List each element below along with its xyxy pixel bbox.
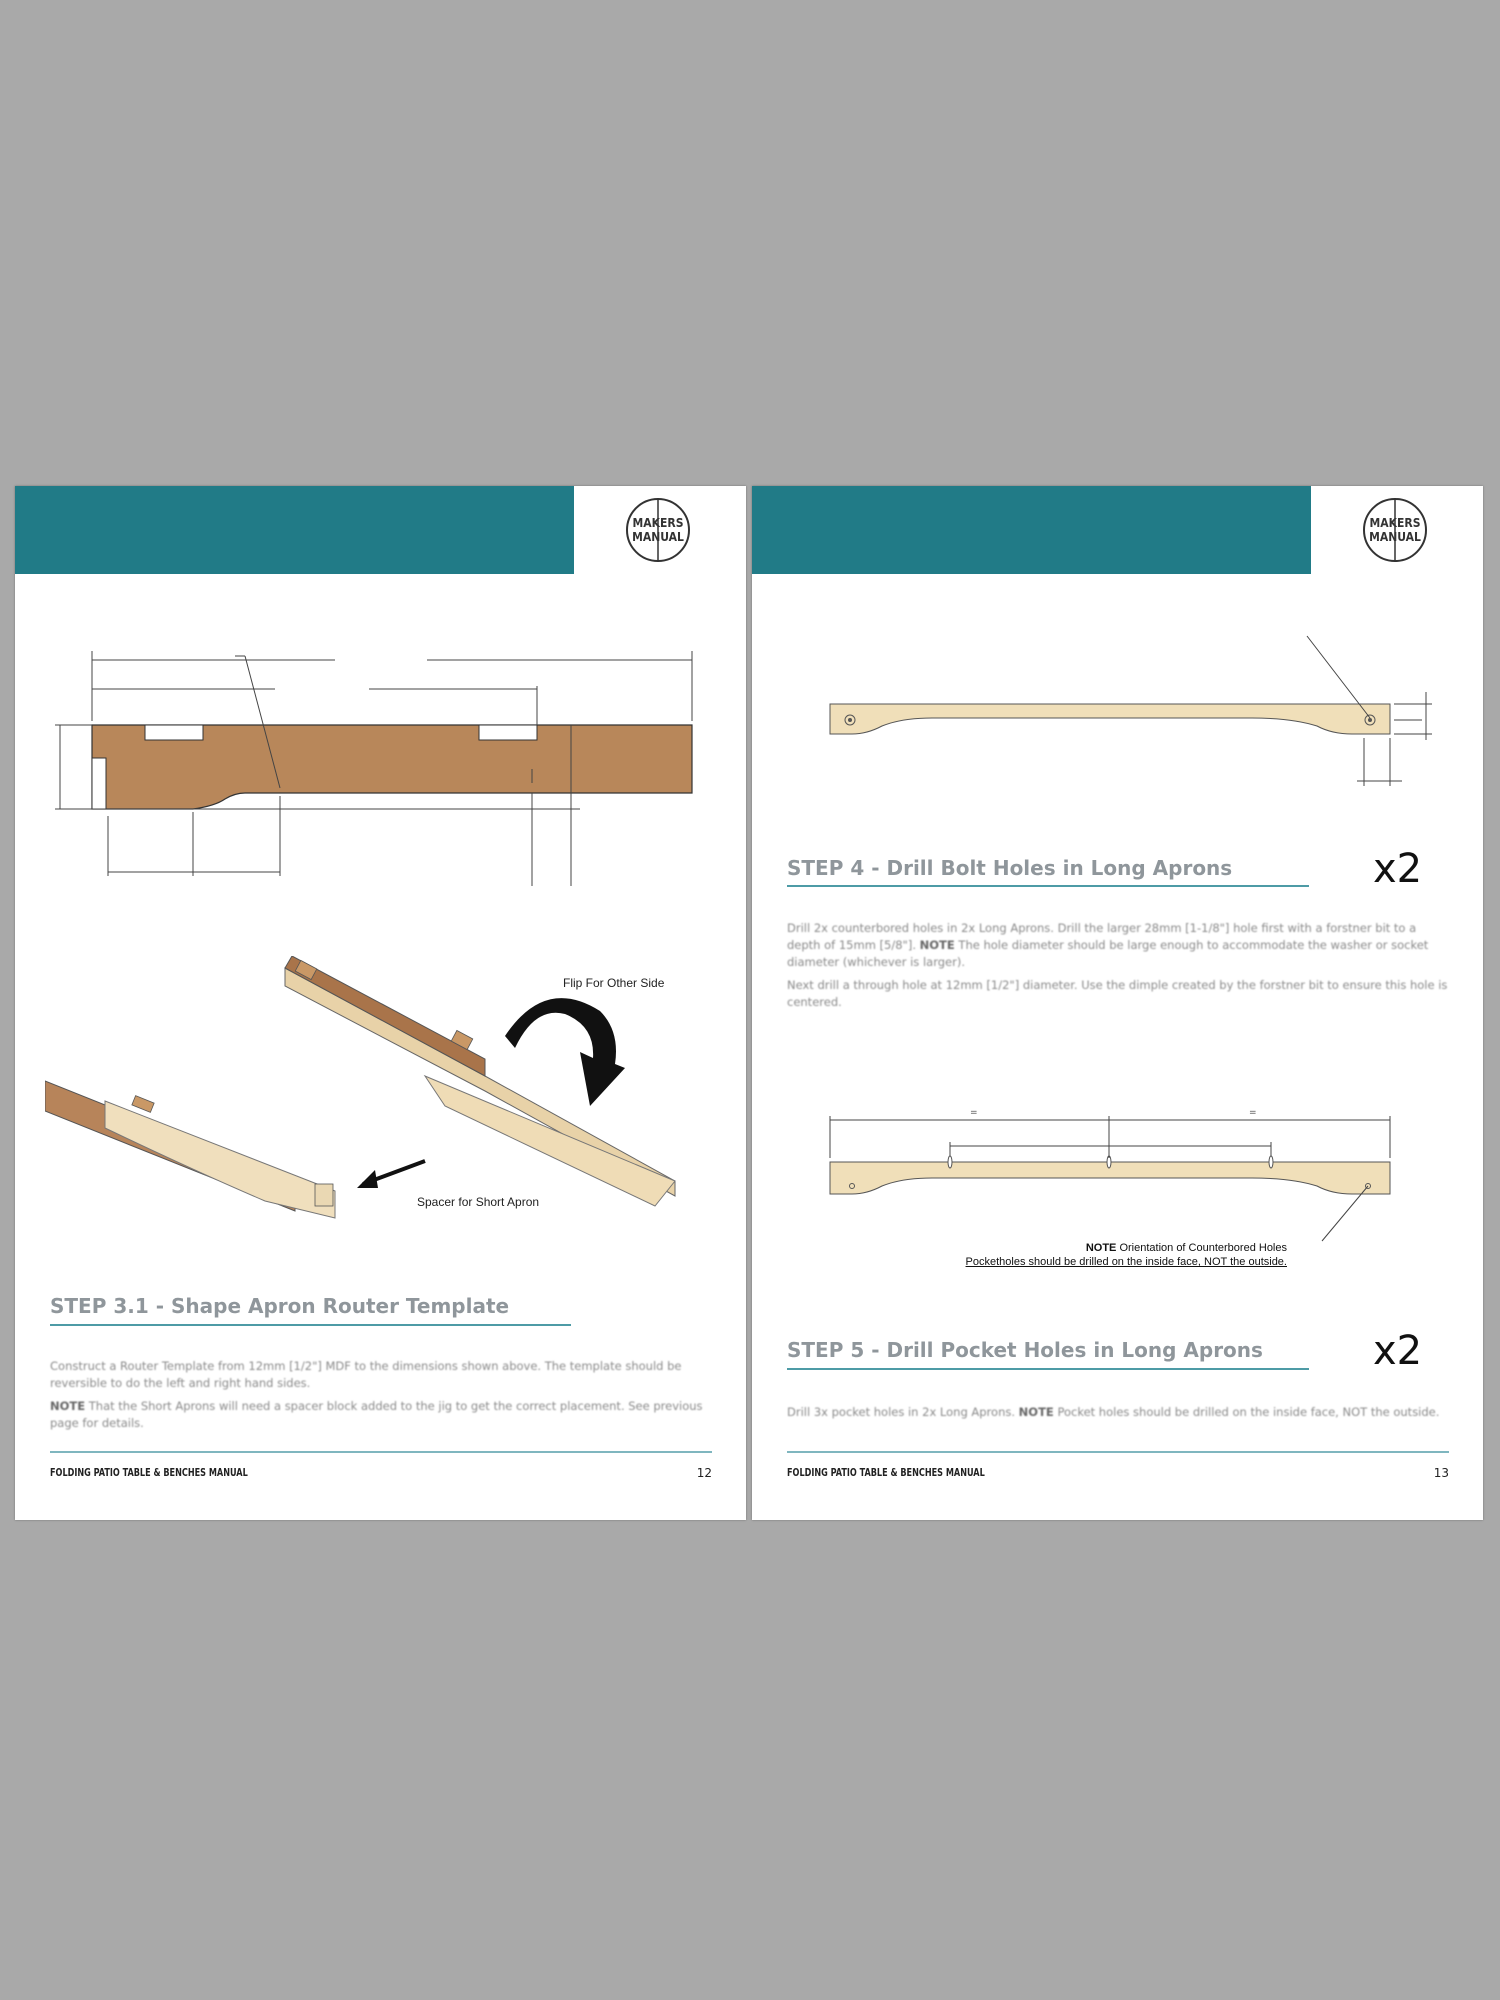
- step-4-paragraph-2: Next drill a through hole at 12mm [1/2"] diameter. Use the dimple created by the forstner bit to ensure this hole is centered.: [787, 978, 1448, 1009]
- pocket-hole-apron-drawing: [812, 1096, 1452, 1246]
- step-3-1-paragraph-1: Construct a Router Template from 12mm [1/2"] MDF to the dimensions shown above. The template should be reversible to do the left and right hand sides.: [50, 1359, 682, 1390]
- flip-callout: Flip For Other Side: [563, 976, 665, 990]
- footer-title: FOLDING PATIO TABLE & BENCHES MANUAL: [50, 1466, 248, 1479]
- note-label: NOTE: [919, 938, 955, 952]
- counterbore-orientation-note: [966, 1241, 1287, 1269]
- page-number: 12: [696, 1466, 712, 1480]
- footer-rule: [50, 1451, 712, 1453]
- manual-page-13: [752, 486, 1483, 1520]
- step-5-paragraph-1: [787, 1404, 1449, 1421]
- step-5-multiplier: x2: [1373, 1328, 1423, 1374]
- svg-text:=: =: [970, 1108, 978, 1118]
- header-band: [15, 486, 574, 574]
- router-template-drawing: [35, 636, 705, 896]
- step-3-1-body: [50, 1358, 712, 1438]
- spacer-callout: Spacer for Short Apron: [417, 1195, 540, 1209]
- footer-title: FOLDING PATIO TABLE & BENCHES MANUAL: [787, 1466, 985, 1479]
- note-text: That the Short Aprons will need a spacer block added to the jig to get the correct placement. See previous page for details.: [50, 1399, 703, 1430]
- step-title-rule: [787, 885, 1309, 887]
- step-4-text-b: The hole diameter should be large enough to accommodate the washer or socket diameter (whichever is larger).: [787, 938, 1429, 969]
- note-label: NOTE: [1018, 1405, 1054, 1419]
- step-5-body: [787, 1404, 1449, 1427]
- router-jig-isometric: [45, 956, 725, 1256]
- header-band: [752, 486, 1311, 574]
- step-3-1-paragraph-2: [50, 1398, 712, 1432]
- note-heading: NOTE Orientation of Counterbored Holes: [1085, 1242, 1287, 1254]
- step-5-text-a: Drill 3x pocket holes in 2x Long Aprons.: [787, 1405, 1016, 1419]
- step-5-title: STEP 5 - Drill Pocket Holes in Long Aprons: [787, 1338, 1263, 1362]
- step-3-1-title: STEP 3.1 - Shape Apron Router Template: [50, 1294, 510, 1318]
- svg-text:MANUAL: MANUAL: [1369, 530, 1421, 544]
- svg-text:MAKERS: MAKERS: [632, 516, 684, 530]
- step-title-rule: [787, 1368, 1309, 1370]
- step-4-multiplier: x2: [1373, 846, 1423, 892]
- bolt-hole-apron-drawing: [812, 626, 1452, 796]
- page-number: 13: [1433, 1466, 1449, 1480]
- manual-page-12: [15, 486, 746, 1520]
- step-4-title: STEP 4 - Drill Bolt Holes in Long Aprons: [787, 856, 1233, 880]
- svg-text:MANUAL: MANUAL: [632, 530, 684, 544]
- makers-manual-logo: [1361, 496, 1429, 564]
- step-4-text-a: Drill 2x counterbored holes in 2x Long Aprons. Drill the larger 28mm [1-1/8"] hole first with a forstner bit to a depth of 15mm [5/8"].: [787, 921, 1417, 952]
- note-line-2: Pocketholes should be drilled on the inside face, NOT the outside.: [965, 1256, 1287, 1268]
- svg-text:=: =: [1249, 1108, 1257, 1118]
- step-title-rule: [50, 1324, 571, 1326]
- step-4-paragraph-1: [787, 920, 1449, 971]
- makers-manual-logo: [624, 496, 692, 564]
- note-label: NOTE: [50, 1399, 86, 1413]
- svg-text:MAKERS: MAKERS: [1369, 516, 1421, 530]
- footer-rule: [787, 1451, 1449, 1453]
- step-4-body: [787, 920, 1449, 1017]
- step-5-text-b: Pocket holes should be drilled on the inside face, NOT the outside.: [1057, 1405, 1440, 1419]
